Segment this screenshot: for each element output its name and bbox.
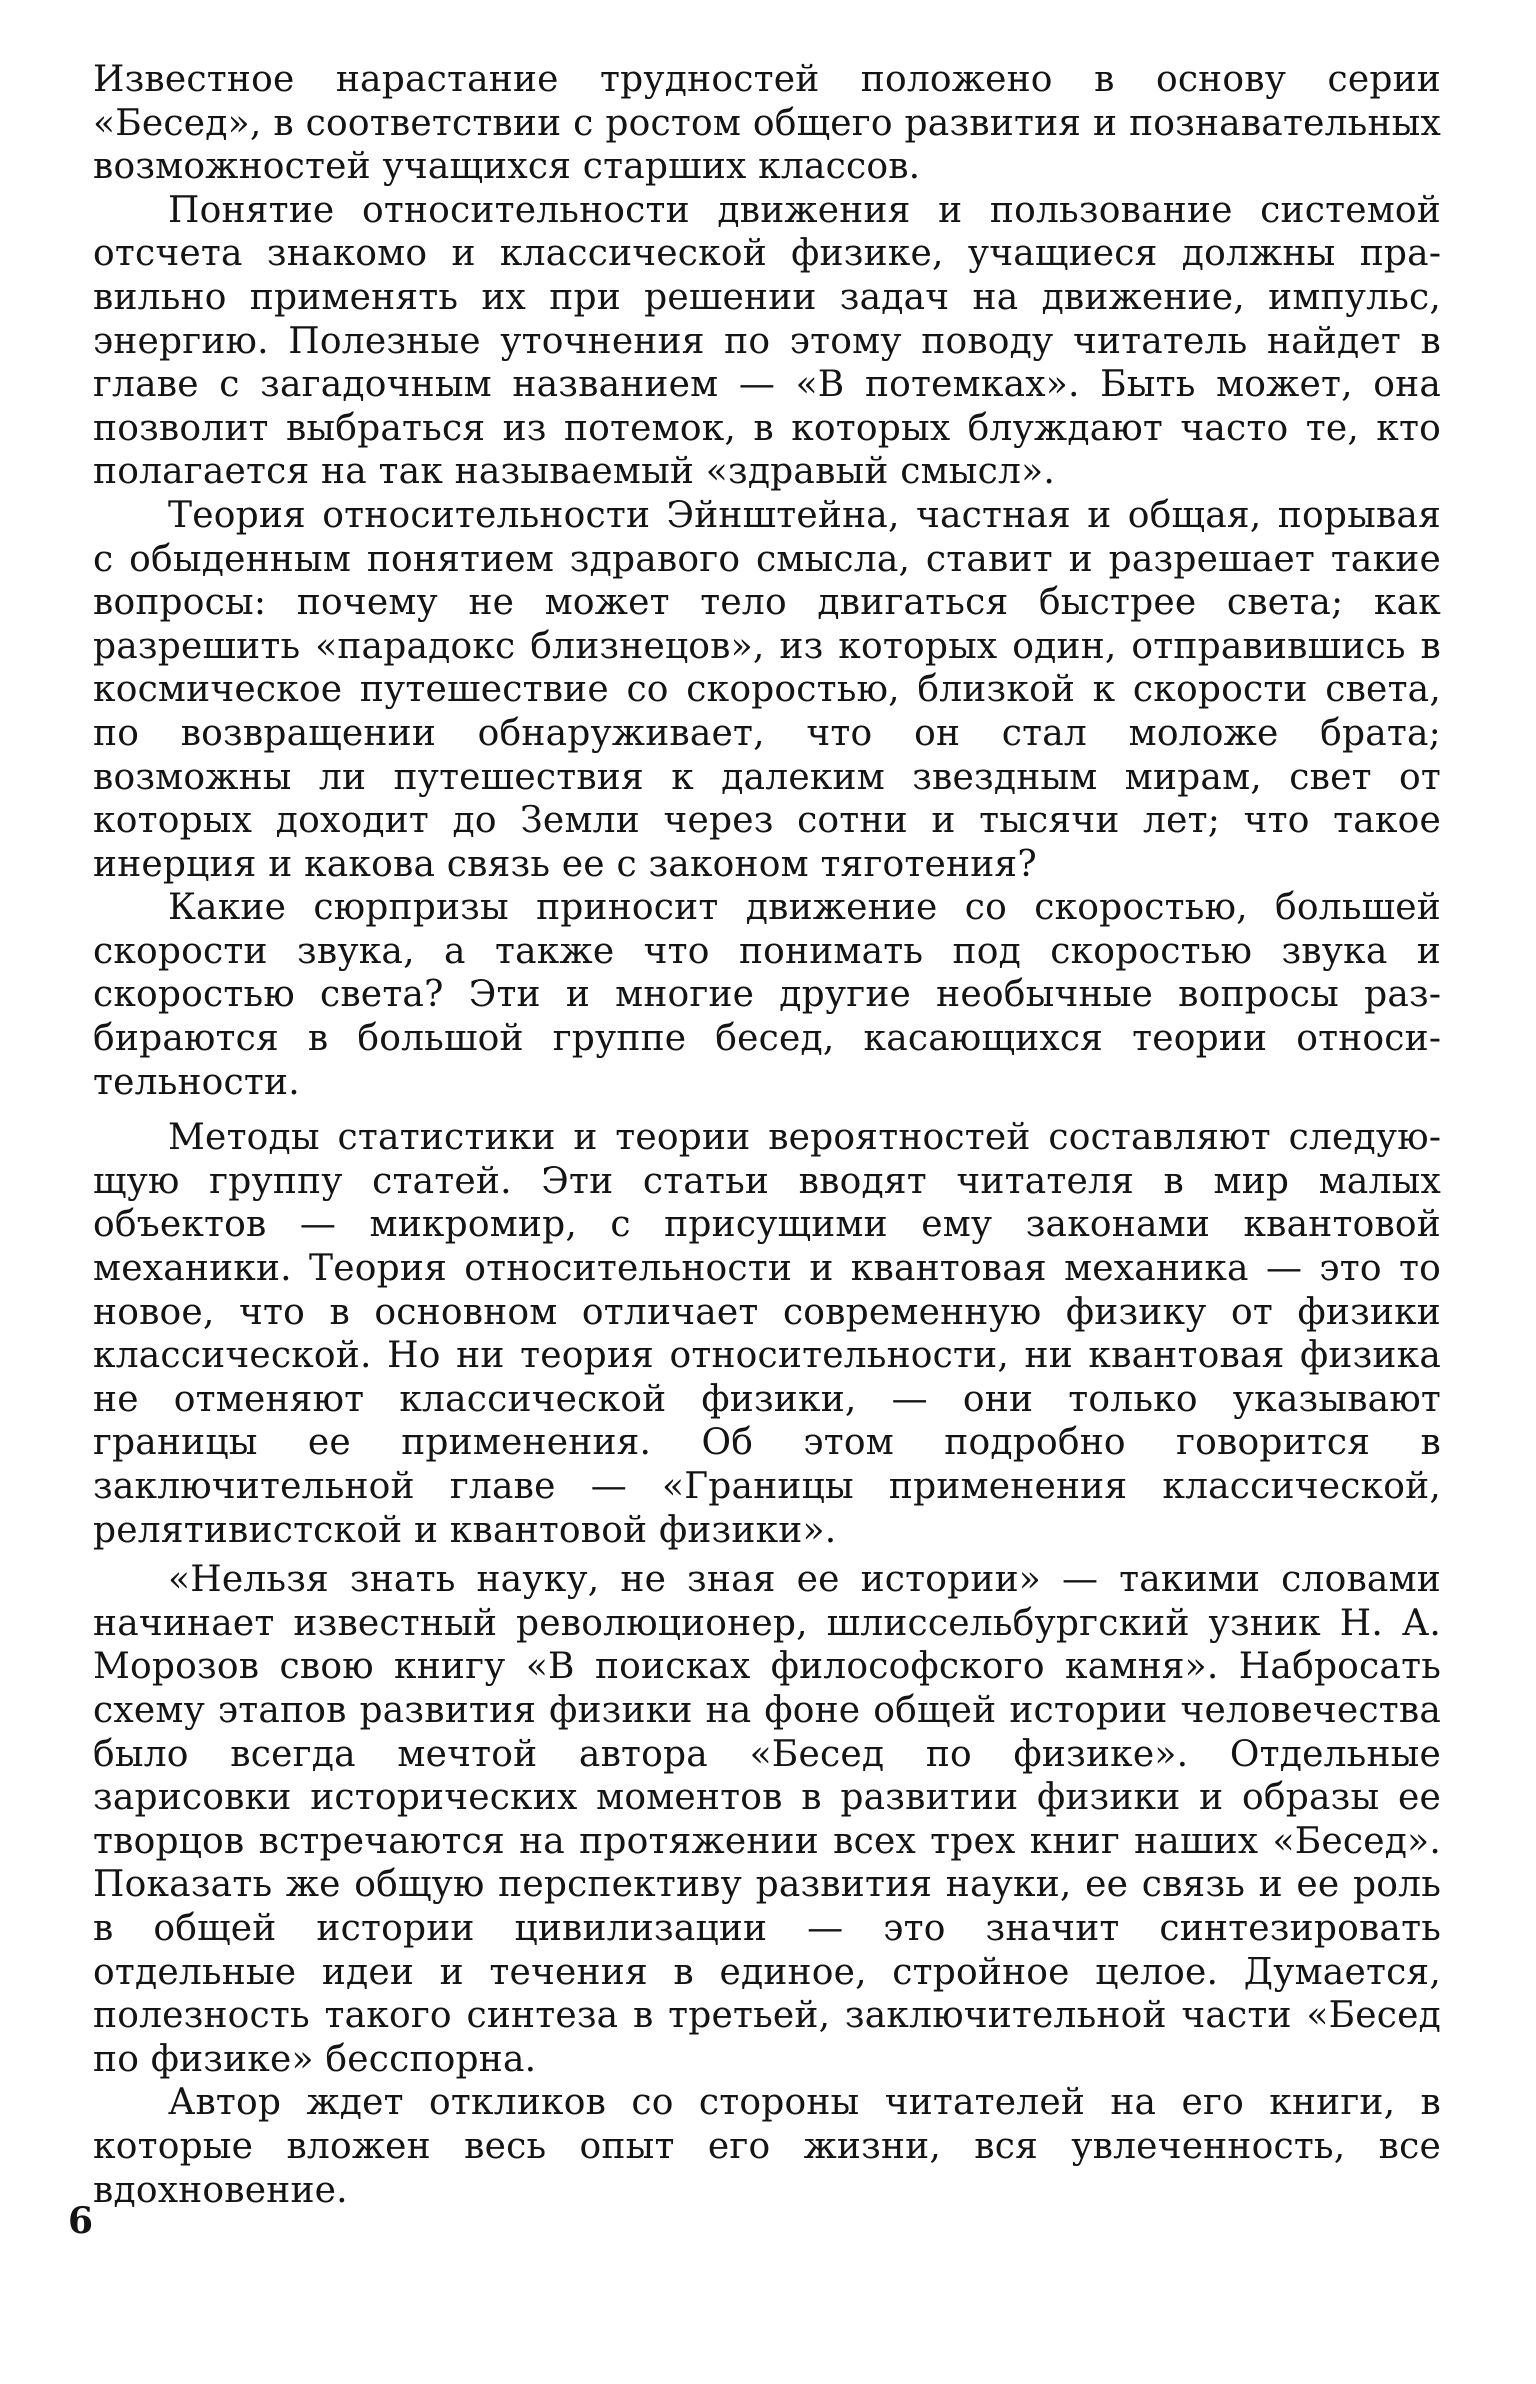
paragraph-3: Теория относительности Эйнштейна, частная и общая, порывая с обыденным понятием здравого смысла, ставит и разрешает такие вопросы: почему не может тело двигаться быстрее света; как разрешить «парадокс близнецов», из которых один, отправившись в космическое путешествие со скоростью, близкой к скорости света, по возвращении обнаруживает, что он стал моложе брата; возможны ли путешествия к далеким звездным мирам, свет от которых доходит до Земли через сотни и тысячи лет; что такое инерция и какова связь ее с законом тяготения? bbox=[93, 494, 1441, 885]
paragraph-2: Понятие относительности движения и пользование системой отсчета знакомо и классической физике, учащиеся должны правильно применять их при решении задач на движение, импульс, энергию. Полезные уточнения по этому поводу читатель найдет в главе с загадочным названием — «В потемках». Быть может, она позволит выбраться из потемок, в которых блуждают часто те, кто полагается на так называемый «здравый смысл». bbox=[93, 189, 1441, 493]
paragraph-7: Автор ждет откликов со стороны читателей на его книги, в которые вложен весь опыт его жизни, вся увлеченность, все вдохновение. bbox=[93, 2082, 1441, 2211]
paragraph-1: Известное нарастание трудностей положено в основу серии «Бесед», в соответствии с ростом общего развития и познавательных возможностей учащихся старших классов. bbox=[93, 59, 1441, 188]
paragraph-6: «Нельзя знать науку, не зная ее истории» — такими словами начинает известный революционер, шлиссельбургский узник Н. А. Морозов свою книгу «В поисках философского камня». Набросать схему этапов развития физики на фоне общей истории человечества было всегда мечтой автора «Бесед по физике». Отдельные зарисовки исторических моментов в развитии физики и образы ее творцов встречаются на протяжении всех трех книг наших «Бесед». Показать же общую перспективу развития науки, ее связь и ее роль в общей истории цивилизации — это значит синтезировать отдельные идеи и течения в единое, стройное целое. Думается, полезность такого синтеза в третьей, заключительной части «Бесед по физике» бесспорна. bbox=[93, 1559, 1441, 2080]
paragraph-5: Методы статистики и теории вероятностей составляют следующую группу статей. Эти статьи вводят читателя в мир малых объектов — микромир, с присущими ему законами квантовой механики. Теория относительности и квантовая механика — это то новое, что в основном отличает современную физику от физики классической. Но ни теория относительности, ни квантовая физика не отменяют классической физики, — они только указывают границы ее применения. Об этом подробно говорится в заключительной главе — «Границы применения классической, релятивистской и квантовой физики». bbox=[93, 1117, 1441, 1551]
paragraph-4: Какие сюрпризы приносит движение со скоростью, большей скорости звука, а также что понимать под скоростью звука и скоростью света? Эти и многие другие необычные вопросы разбираются в большой группе бесед, касающихся теории относительности. bbox=[93, 887, 1441, 1103]
page-body bbox=[93, 58, 1441, 2212]
page-number: 6 bbox=[68, 2200, 94, 2242]
